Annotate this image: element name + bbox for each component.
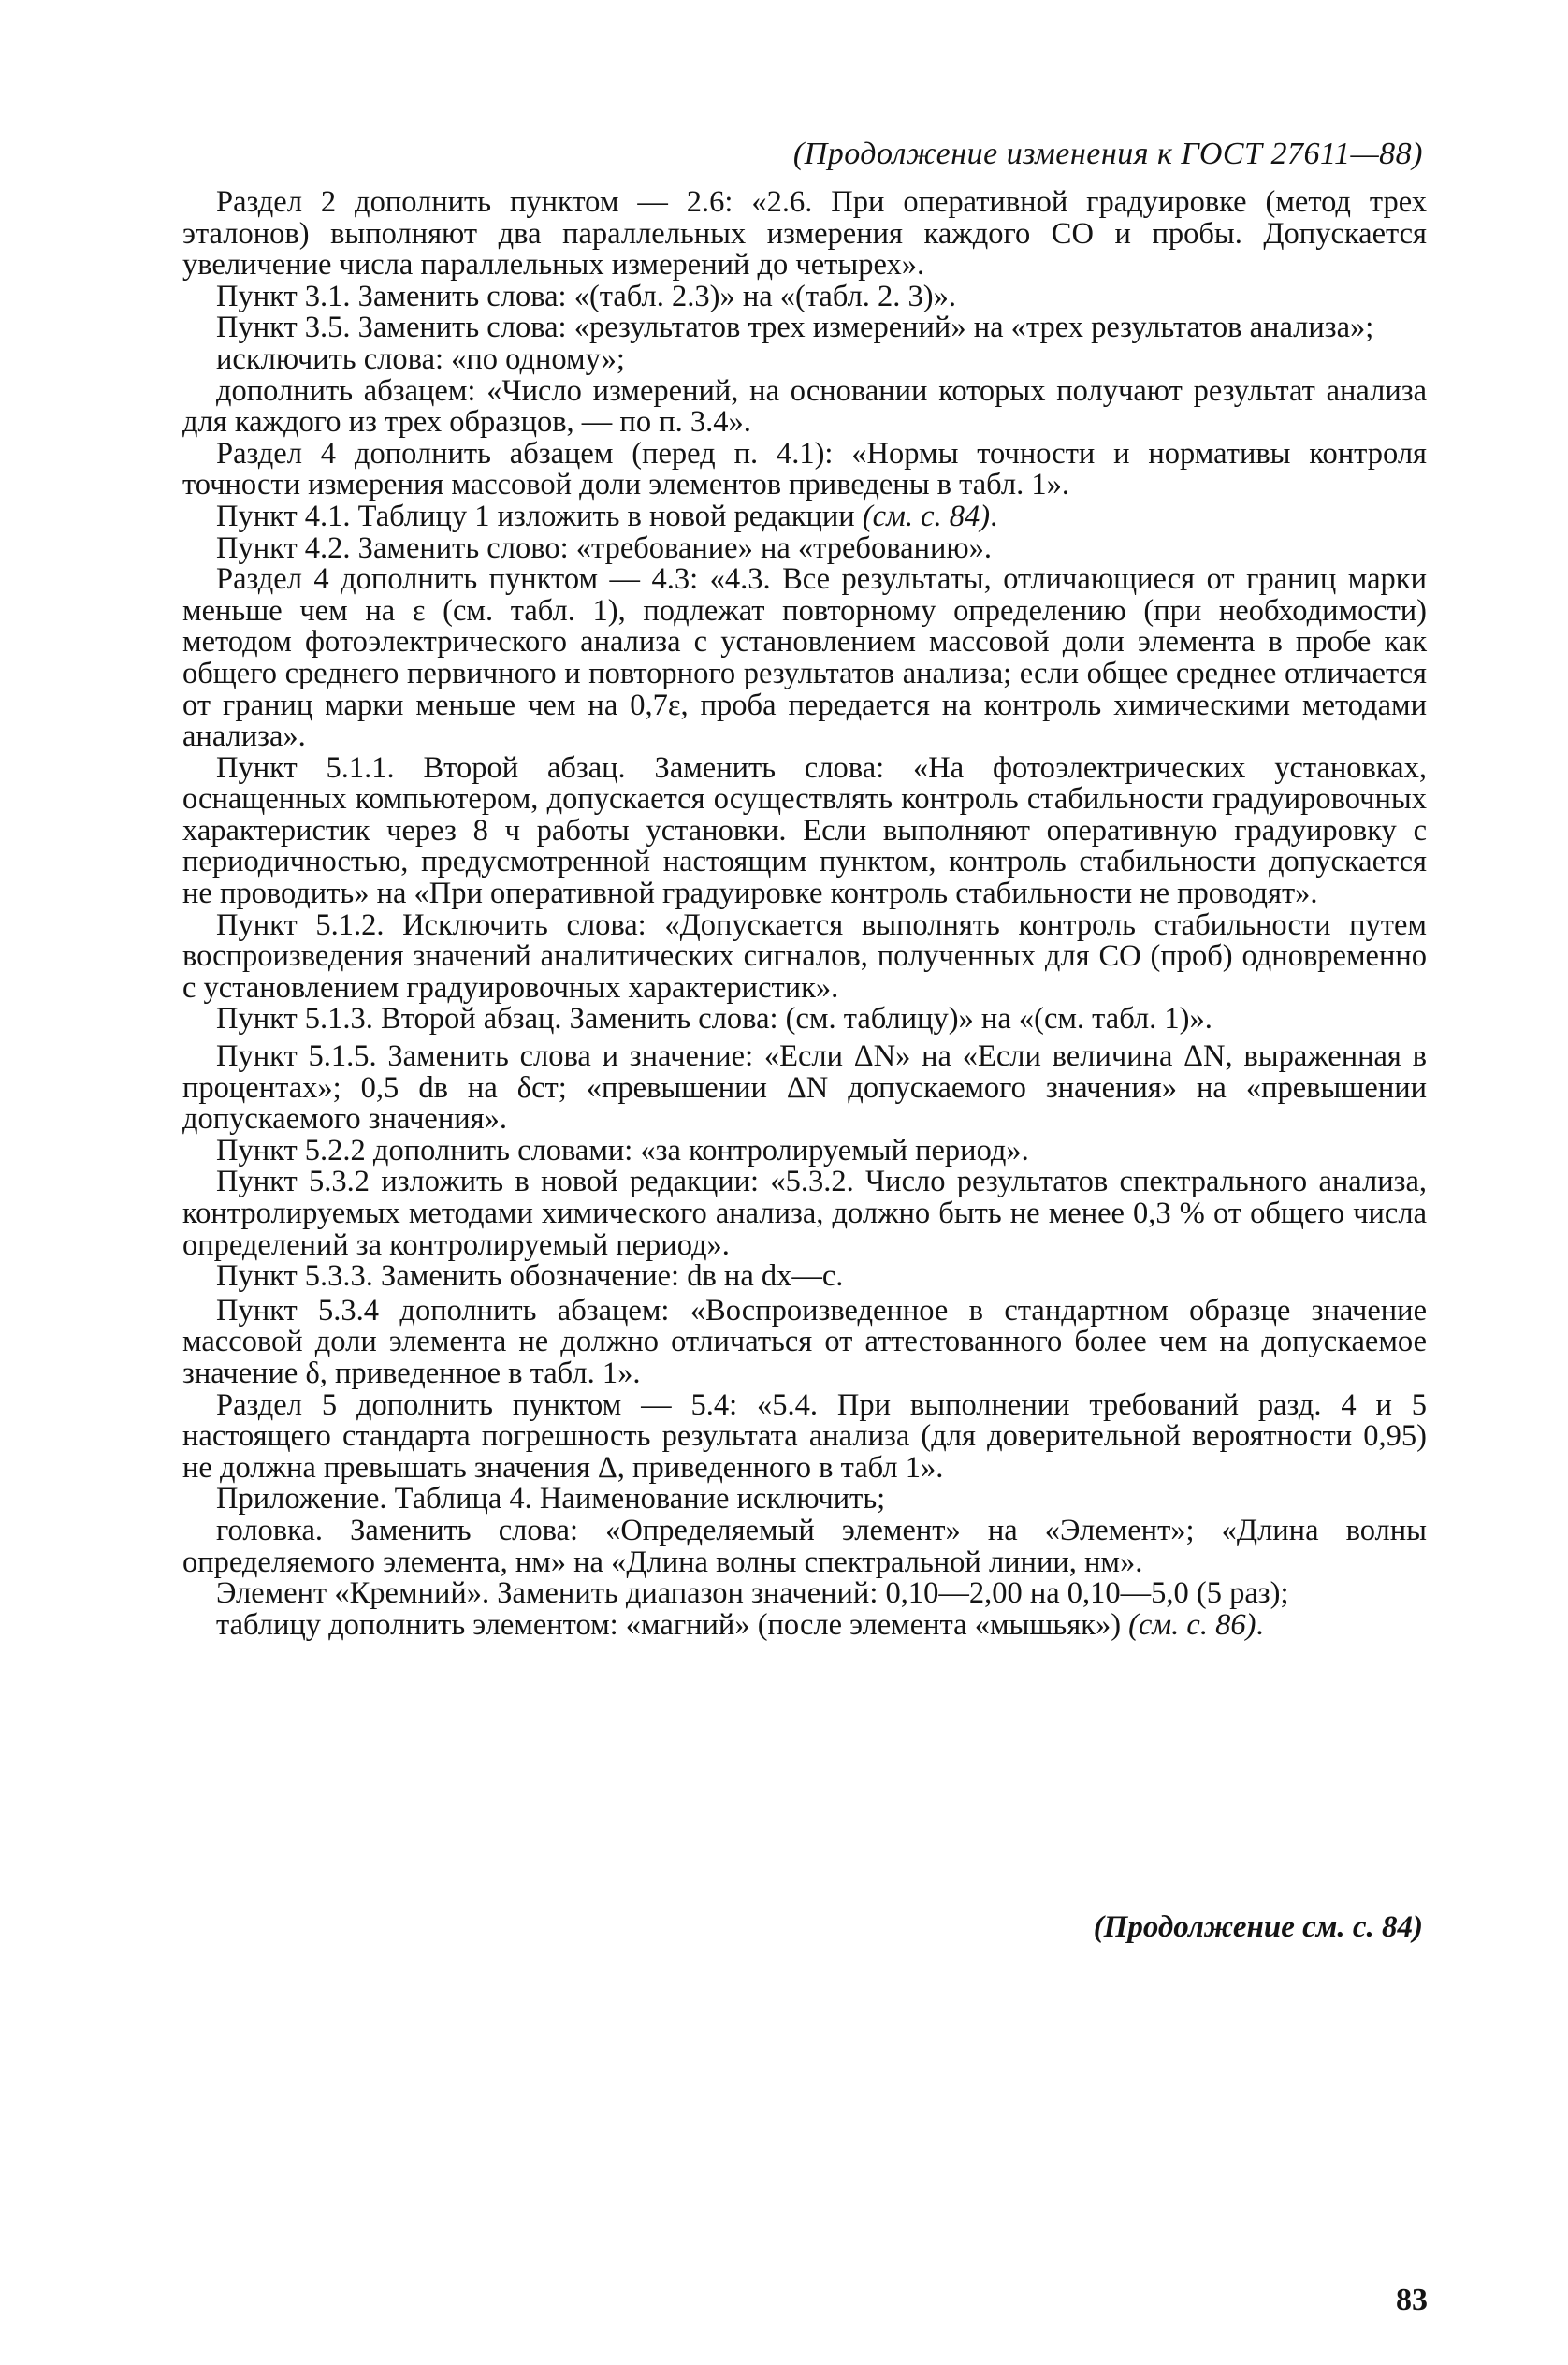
paragraph: Пункт 3.5. Заменить слова: «результатов трех измерений» на «трех результатов анализа»; (216, 311, 1374, 345)
paragraph: Раздел 4 дополнить абзацем (перед п. 4.1): «Нормы точности и нормативы контроля точности измерения массовой доли элементов приведены в табл. 1». (182, 436, 1427, 502)
paragraph: Пункт 5.1.5. Заменить слова и значение: «Если ΔN» на «Если величина ΔN, выраженная в процентах»; 0,5 dв на δст; «превышении ΔN допускаемого значения» на «превышении допускаемого значения». (182, 1039, 1427, 1137)
paragraph: Пункт 5.3.2 изложить в новой редакции: «5.3.2. Число результатов спектрального анализа, контролируемых методами химического анализа, должно быть не менее 0,3 % от общего числа определений за контролируемый период». (182, 1165, 1427, 1262)
paragraph: Раздел 4 дополнить пунктом — 4.3: «4.3. Все результаты, отличающиеся от границ марки меньше чем на ε (см. табл. 1), подлежат повторному определению (при необходимости) методом фотоэлектрического анализа с установлением массовой доли элемента в пробе как общего среднего первичного и повторного результатов анализа; если общее среднее отличается от границ марки меньше чем на 0,7ε, проба передается на контроль химическими методами анализа». (182, 562, 1427, 754)
paragraph: дополнить абзацем: «Число измерений, на основании которых получают результат анализа для каждого из трех образцов, — по п. 3.4». (182, 373, 1427, 440)
paragraph: Пункт 5.1.3. Второй абзац. Заменить слова: (см. таблицу)» на «(см. табл. 1)». (216, 1002, 1212, 1037)
paragraph: Пункт 5.3.4 дополнить абзацем: «Воспроизведенное в стандартном образце значение массовой доли элемента не должно отличаться от аттестованного более чем на допускаемое значение δ, приведенное в табл. 1». (182, 1293, 1427, 1390)
paragraph-text: . (1256, 1607, 1264, 1642)
paragraph: Элемент «Кремний». Заменить диапазон значений: 0,10—2,00 на 0,10—5,0 (5 раз); (216, 1576, 1289, 1611)
paragraph (182, 1607, 1427, 1642)
paragraph: исключить слова: «по одному»; (216, 341, 625, 376)
paragraph: Пункт 5.1.1. Второй абзац. Заменить слова: «На фотоэлектрических установках, оснащенных компьютером, допускается осуществлять контроль стабильности градуировочных характеристик через 8 ч работы установки. Если выполняют оперативную градуировку с периодичностью, предусмотренной настоящим пунктом, контроль стабильности допускается не проводить» на «При оперативной градуировке контроль стабильности не проводят». (182, 750, 1427, 911)
body-text (182, 187, 1427, 1641)
paragraph: Раздел 2 дополнить пунктом — 2.6: «2.6. При оперативной градуировке (метод трех эталонов) выполняют два параллельных измерения каждого СО и пробы. Допускается увеличение числа параллельных измерений до четырех». (182, 185, 1427, 283)
paragraph: Пункт 4.2. Заменить слово: «требование» на «требованию». (216, 530, 993, 565)
paragraph: Пункт 5.2.2 дополнить словами: «за контролируемый период». (216, 1133, 1029, 1168)
page-reference: (см. с. 84) (862, 499, 991, 533)
paragraph: Приложение. Таблица 4. Наименование исключить; (216, 1482, 886, 1516)
paragraph: Пункт 5.3.3. Заменить обозначение: dв на dх—с. (216, 1259, 844, 1294)
paragraph: Раздел 5 дополнить пунктом — 5.4: «5.4. При выполнении требований разд. 4 и 5 настоящего стандарта погрешность результата анализа (для доверительной вероятности 0,95) не должна превышать значения Δ, приведенного в табл 1». (182, 1387, 1427, 1485)
paragraph-text: . (990, 499, 998, 533)
paragraph: Пункт 5.1.2. Исключить слова: «Допускается выполнять контроль стабильности путем воспроизведения значений аналитических сигналов, полученных для СО (проб) одновременно с установлением градуировочных характеристик». (182, 907, 1427, 1005)
paragraph-text: Пункт 4.1. Таблицу 1 изложить в новой редакции (216, 499, 863, 533)
page-header: (Продолжение изменения к ГОСТ 27611—88) (792, 137, 1423, 171)
continuation-note: (Продолжение см. с. 84) (1093, 1910, 1423, 1944)
paragraph-text: таблицу дополнить элементом: «магний» (после элемента «мышьяк») (216, 1607, 1129, 1642)
paragraph (182, 501, 1427, 533)
page-number: 83 (1396, 2283, 1428, 2317)
paragraph: головка. Заменить слова: «Определяемый элемент» на «Элемент»; «Длина волны определяемого элемента, нм» на «Длина волны спектральной линии, нм». (182, 1513, 1427, 1579)
paragraph: Пункт 3.1. Заменить слова: «(табл. 2.3)» на «(табл. 2. 3)». (216, 279, 956, 313)
page-reference: (см. с. 86) (1128, 1607, 1256, 1642)
